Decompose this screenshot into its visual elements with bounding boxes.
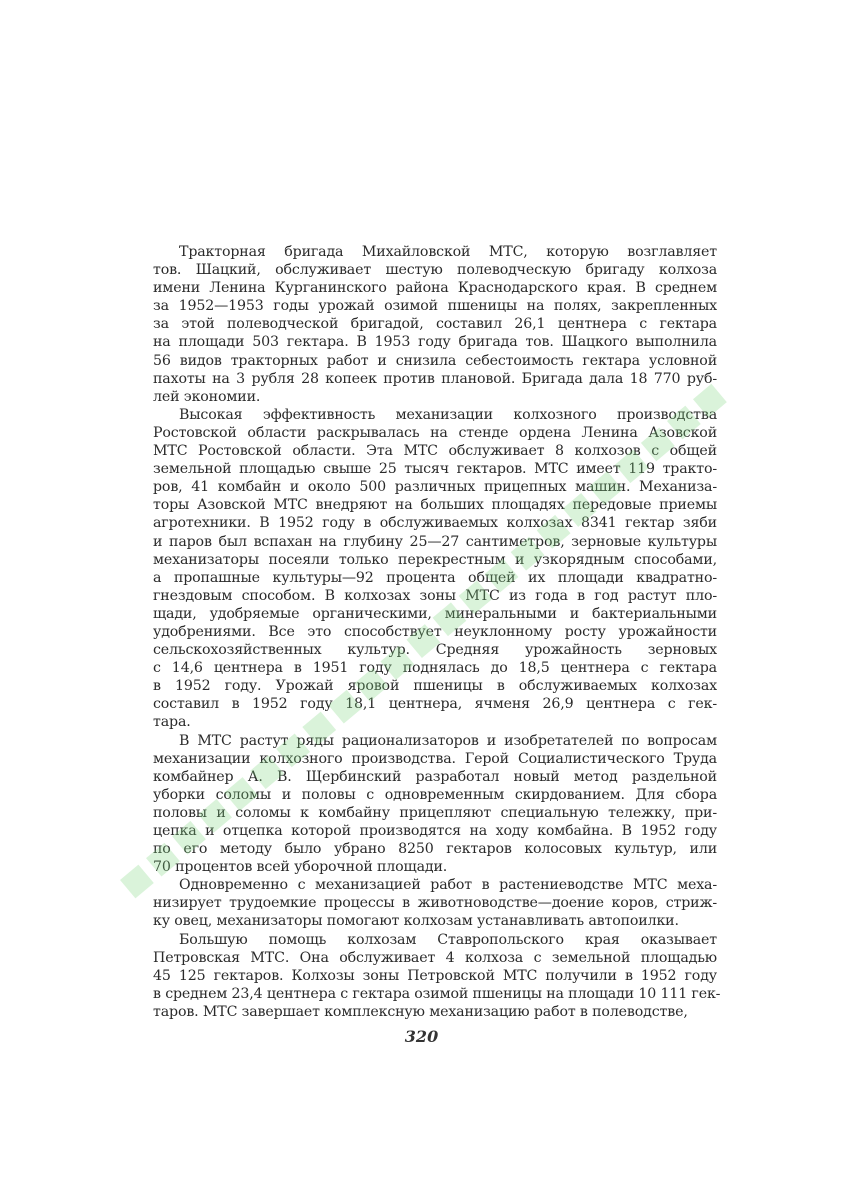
- text-line: щади, удобряемые органическими, минеральными и бактериальными: [153, 605, 717, 622]
- text-line: а пропашные культуры—92 процента общей их площади квадратно-: [153, 569, 717, 586]
- text-line: Одновременно с механизацией работ в растениеводстве МТС меха-: [179, 877, 717, 894]
- text-line: земельной площадью свыше 25 тысяч гектаров. МТС имеет 119 тракто-: [153, 461, 717, 478]
- text-line: торы Азовской МТС внедряют на больших площадях передовые приемы: [153, 497, 717, 514]
- paragraph: [153, 931, 721, 1021]
- text-line: МТС Ростовской области. Эта МТС обслуживает 8 колхозов с общей: [153, 443, 717, 460]
- body-text: [153, 243, 721, 1021]
- text-line: Большую помощь колхозам Ставропольского края оказывает: [179, 931, 717, 948]
- text-line: механизаторы посеяли только перекрестным и узкорядным способами,: [153, 551, 717, 568]
- text-line: гнездовым способом. В колхозах зоны МТС из года в год растут пло-: [153, 587, 717, 604]
- text-line: агротехники. В 1952 году в обслуживаемых колхозах 8341 гектар зяби: [153, 515, 717, 532]
- text-line: 56 видов тракторных работ и снизила себестоимость гектара условной: [153, 352, 717, 369]
- text-line: удобрениями. Все это способствует неуклонному росту урожайности: [153, 623, 717, 640]
- text-line: с 14,6 центнера в 1951 году поднялась до 18,5 центнера с гектара: [153, 660, 717, 677]
- text-line: лей экономии.: [153, 388, 261, 405]
- paragraph: [153, 876, 717, 930]
- text-line: половы и соломы к комбайну прицепляют специальную тележку, при-: [153, 804, 717, 821]
- paragraph: [153, 243, 717, 406]
- text-line: тов. Шацкий, обслуживает шестую полеводческую бригаду колхоза: [153, 262, 717, 279]
- text-line: имени Ленина Курганинского района Краснодарского края. В среднем: [153, 280, 717, 297]
- text-line: комбайнер А. В. Щербинский разработал новый метод раздельной: [153, 768, 717, 785]
- text-line: составил в 1952 году 18,1 центнера, ячменя 26,9 центнера с гек-: [153, 696, 717, 713]
- text-line: низирует трудоемкие процессы в животноводстве—доение коров, стриж-: [153, 895, 717, 912]
- text-line: Петровская МТС. Она обслуживает 4 колхоза с земельной площадью: [153, 949, 717, 966]
- text-line: за 1952—1953 годы урожай озимой пшеницы на полях, закрепленных: [153, 298, 717, 315]
- text-line: в 1952 году. Урожай яровой пшеницы в обслуживаемых колхозах: [153, 678, 717, 695]
- text-line: по его методу было убрано 8250 гектаров колосовых культур, или: [153, 841, 717, 858]
- text-line: пахоты на 3 рубля 28 копеек против плановой. Бригада дала 18 770 руб-: [153, 370, 717, 387]
- text-line: уборки соломы и половы с одновременным скирдованием. Для сбора: [153, 786, 717, 803]
- text-line: сельскохозяйственных культур. Средняя урожайность зерновых: [153, 642, 717, 659]
- page-number: 320: [404, 1027, 439, 1046]
- text-line: и паров был вспахан на глубину 25—27 сантиметров, зерновые культуры: [153, 533, 717, 550]
- text-line: В МТС растут ряды рационализаторов и изобретателей по вопросам: [179, 732, 717, 749]
- text-line: 45 125 гектаров. Колхозы зоны Петровской МТС получили в 1952 году: [153, 967, 717, 984]
- paragraph: [153, 406, 717, 732]
- text-line: Ростовской области раскрывалась на стенде ордена Ленина Азовской: [153, 424, 717, 441]
- text-line: в среднем 23,4 центнера с гектара озимой пшеницы на площади 10 111 гек-: [153, 985, 721, 1002]
- text-line: Высокая эффективность механизации колхозного производства: [179, 406, 717, 423]
- text-line: механизации колхозного производства. Герой Социалистического Труда: [153, 750, 717, 767]
- text-line: таров. МТС завершает комплексную механизацию работ в полеводстве,: [153, 1003, 688, 1020]
- text-line: тара.: [153, 714, 191, 731]
- text-line: цепка и отцепка которой производятся на ходу комбайна. В 1952 году: [153, 823, 717, 839]
- text-line: ров, 41 комбайн и около 500 различных прицепных машин. Механиза-: [153, 479, 717, 496]
- text-line: 70 процентов всей уборочной площади.: [153, 859, 448, 876]
- paragraph: [153, 732, 717, 877]
- text-line: за этой полеводческой бригадой, составил 26,1 центнера с гектара: [153, 316, 717, 333]
- text-line: Тракторная бригада Михайловской МТС, которую возглавляет: [179, 244, 717, 260]
- text-line: на площади 503 гектара. В 1953 году бригада тов. Шацкого выполнила: [153, 334, 717, 351]
- text-line: ку овец, механизаторы помогают колхозам устанавливать автопоилки.: [153, 913, 679, 930]
